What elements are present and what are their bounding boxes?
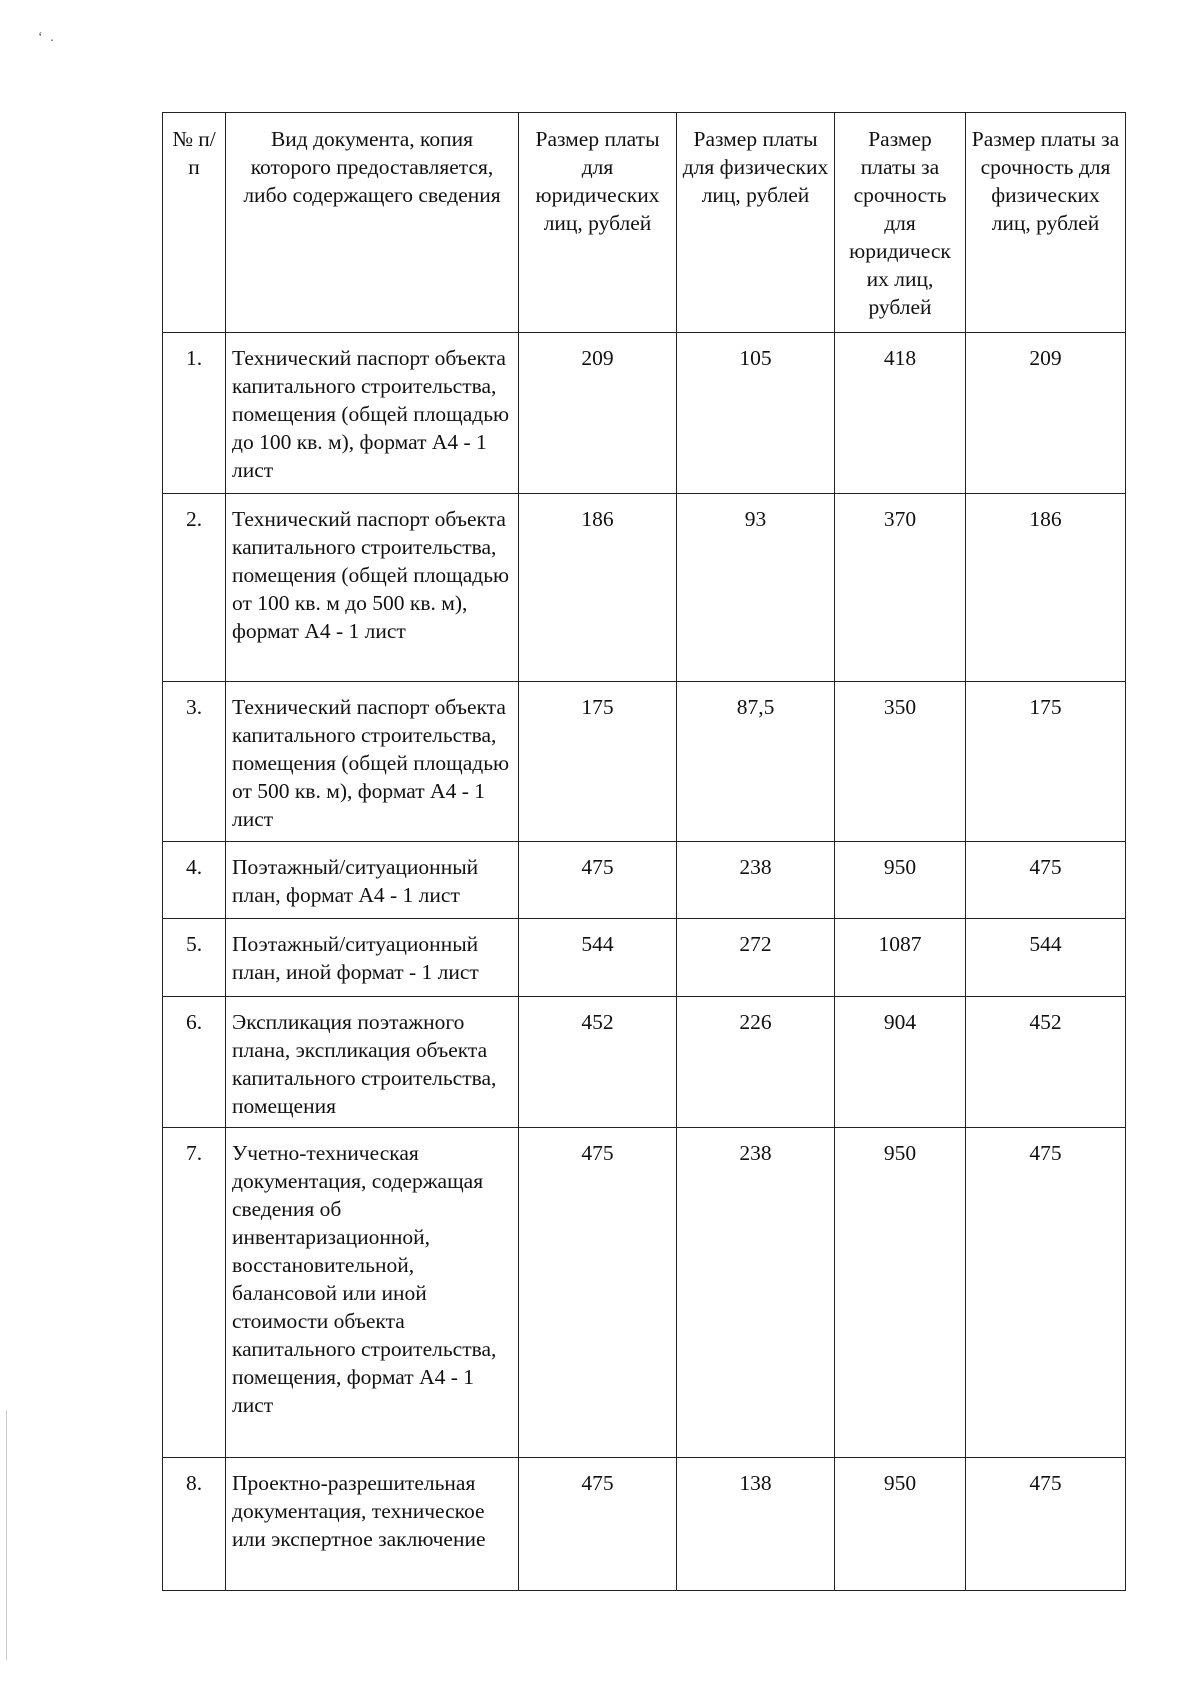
row-number: 6. — [163, 997, 226, 1128]
table-row — [163, 919, 1126, 997]
row-urgent-individual: 452 — [966, 997, 1126, 1128]
row-number: 1. — [163, 333, 226, 494]
row-urgent-legal: 1087 — [835, 919, 966, 997]
row-fee-individual: 226 — [677, 997, 835, 1128]
row-urgent-legal: 370 — [835, 494, 966, 682]
row-urgent-legal: 950 — [835, 842, 966, 919]
table-row — [163, 1458, 1126, 1591]
header-number: № п/п — [163, 113, 226, 333]
header-document: Вид документа, копия которого предоставляется, либо содержащего сведения — [226, 113, 519, 333]
table-row — [163, 1128, 1126, 1458]
row-urgent-legal: 950 — [835, 1128, 966, 1458]
row-fee-individual: 138 — [677, 1458, 835, 1591]
row-urgent-legal: 418 — [835, 333, 966, 494]
row-fee-individual: 87,5 — [677, 682, 835, 842]
row-fee-legal: 452 — [519, 997, 677, 1128]
row-document: Экспликация поэтажного плана, экспликация объекта капитального строительства, помещения — [226, 997, 519, 1128]
row-fee-legal: 475 — [519, 842, 677, 919]
row-fee-legal: 186 — [519, 494, 677, 682]
row-document: Учетно-техническая документация, содержащая сведения об инвентаризационной, восстановительной, балансовой или иной стоимости объекта капитального строительства, помещения, формат А4 - 1 лист — [226, 1128, 519, 1458]
header-fee-legal: Размер платы для юридических лиц, рублей — [519, 113, 677, 333]
row-number: 2. — [163, 494, 226, 682]
header-urgent-individual: Размер платы за срочность для физических лиц, рублей — [966, 113, 1126, 333]
row-number: 5. — [163, 919, 226, 997]
table-row — [163, 997, 1126, 1128]
table-row — [163, 333, 1126, 494]
scan-mark: ‘ . — [38, 30, 56, 45]
row-fee-legal: 175 — [519, 682, 677, 842]
row-number: 4. — [163, 842, 226, 919]
table-header-row — [163, 113, 1126, 333]
row-urgent-individual: 475 — [966, 842, 1126, 919]
row-urgent-legal: 350 — [835, 682, 966, 842]
table-row — [163, 682, 1126, 842]
row-document: Проектно-разрешительная документация, техническое или экспертное заключение — [226, 1458, 519, 1591]
row-document: Поэтажный/ситуационный план, формат А4 - 1 лист — [226, 842, 519, 919]
row-document: Технический паспорт объекта капитального строительства, помещения (общей площадью до 100 кв. м), формат А4 - 1 лист — [226, 333, 519, 494]
row-fee-legal: 475 — [519, 1458, 677, 1591]
row-document: Поэтажный/ситуационный план, иной формат - 1 лист — [226, 919, 519, 997]
row-urgent-legal: 904 — [835, 997, 966, 1128]
row-urgent-individual: 475 — [966, 1128, 1126, 1458]
row-fee-individual: 93 — [677, 494, 835, 682]
row-number: 7. — [163, 1128, 226, 1458]
row-urgent-individual: 475 — [966, 1458, 1126, 1591]
row-urgent-legal: 950 — [835, 1458, 966, 1591]
row-fee-legal: 209 — [519, 333, 677, 494]
table-row — [163, 494, 1126, 682]
table-row — [163, 842, 1126, 919]
row-fee-individual: 272 — [677, 919, 835, 997]
row-fee-individual: 238 — [677, 1128, 835, 1458]
row-fee-individual: 105 — [677, 333, 835, 494]
row-urgent-individual: 544 — [966, 919, 1126, 997]
fee-table — [162, 112, 1126, 1591]
row-urgent-individual: 186 — [966, 494, 1126, 682]
row-urgent-individual: 209 — [966, 333, 1126, 494]
row-number: 8. — [163, 1458, 226, 1591]
scan-edge-line — [6, 1410, 7, 1660]
row-fee-individual: 238 — [677, 842, 835, 919]
header-urgent-legal: Размер платы за срочность для юридическ их лиц, рублей — [835, 113, 966, 333]
row-document: Технический паспорт объекта капитального строительства, помещения (общей площадью от 500 кв. м), формат А4 - 1 лист — [226, 682, 519, 842]
header-fee-individual: Размер платы для физических лиц, рублей — [677, 113, 835, 333]
row-fee-legal: 475 — [519, 1128, 677, 1458]
row-urgent-individual: 175 — [966, 682, 1126, 842]
row-number: 3. — [163, 682, 226, 842]
row-document: Технический паспорт объекта капитального строительства, помещения (общей площадью от 100 кв. м до 500 кв. м), формат А4 - 1 лист — [226, 494, 519, 682]
row-fee-legal: 544 — [519, 919, 677, 997]
